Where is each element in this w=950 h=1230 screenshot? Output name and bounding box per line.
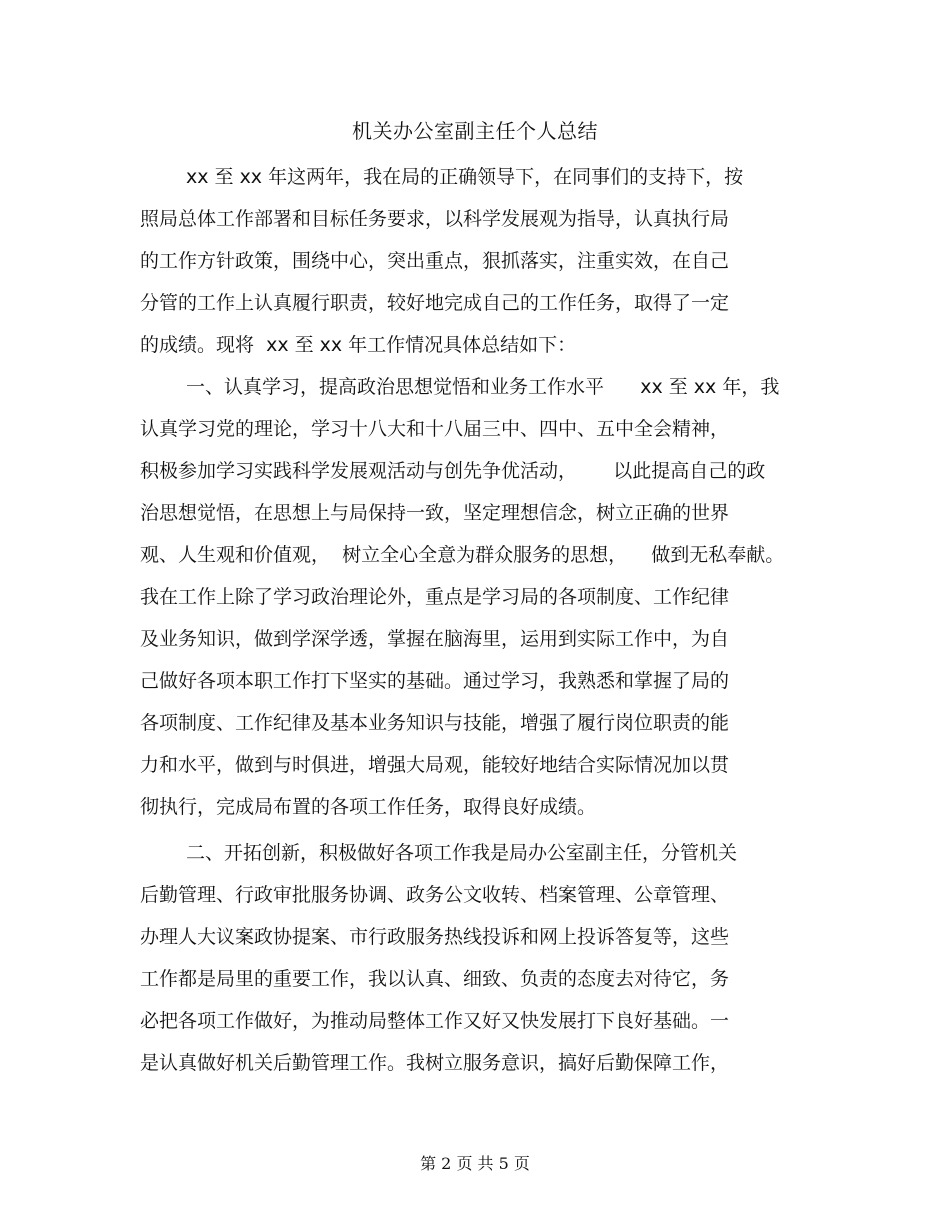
body-line: 后勤管理、行政审批服务协调、政务公文收转、档案管理、公章管理、 (140, 884, 730, 906)
body-line: 观、人生观和价值观， 树立全心全意为群众服务的思想， 做到无私奉献。 (140, 544, 785, 566)
body-line: 积极参加学习实践科学发展观活动与创先争优活动， 以此提高自己的政 (140, 460, 766, 482)
body-line: 是认真做好机关后勤管理工作。我树立服务意识，搞好后勤保障工作， (140, 1052, 730, 1074)
body-line: 办理人大议案政协提案、市行政服务热线投诉和网上投诉答复等，这些 (140, 926, 730, 948)
body-line: 各项制度、工作纪律及基本业务知识与技能，增强了履行岗位职责的能 (140, 712, 730, 734)
body-line: 我在工作上除了学习政治理论外，重点是学习局的各项制度、工作纪律 (140, 586, 730, 608)
body-line: 彻执行，完成局布置的各项工作任务，取得良好成绩。 (140, 796, 597, 818)
section-heading-line: 一、认真学习，提高政治思想觉悟和业务工作水平 xx 至 xx 年，我 (186, 376, 780, 398)
body-line: xx 至 xx 年这两年，我在局的正确领导下，在同事们的支持下，按 (186, 166, 744, 188)
body-line: 分管的工作上认真履行职责，较好地完成自己的工作任务，取得了一定 (140, 292, 730, 314)
body-line: 及业务知识，做到学深学透，掌握在脑海里，运用到实际工作中，为自 (140, 628, 730, 650)
body-line: 的工作方针政策，围绕中心，突出重点，狠抓落实，注重实效，在自己 (140, 250, 730, 272)
page-number-footer: 第 2 页 共 5 页 (420, 1154, 530, 1173)
document-title: 机关办公室副主任个人总结 (352, 119, 598, 143)
body-line: 认真学习党的理论，学习十八大和十八届三中、四中、五中全会精神， (140, 418, 730, 440)
body-line: 的成绩。现将 xx 至 xx 年工作情况具体总结如下： (140, 334, 577, 356)
body-line: 工作都是局里的重要工作，我以认真、细致、负责的态度去对待它，务 (140, 968, 730, 990)
section-heading-line: 二、开拓创新，积极做好各项工作我是局办公室副主任，分管机关 (186, 842, 738, 864)
body-line: 必把各项工作做好，为推动局整体工作又好又快发展打下良好基础。一 (140, 1010, 730, 1032)
body-line: 照局总体工作部署和目标任务要求，以科学发展观为指导，认真执行局 (140, 208, 730, 230)
body-line: 治思想觉悟，在思想上与局保持一致，坚定理想信念，树立正确的世界 (140, 502, 730, 524)
body-line: 己做好各项本职工作打下坚实的基础。通过学习，我熟悉和掌握了局的 (140, 670, 730, 692)
body-line: 力和水平，做到与时俱进，增强大局观，能较好地结合实际情况加以贯 (140, 754, 730, 776)
